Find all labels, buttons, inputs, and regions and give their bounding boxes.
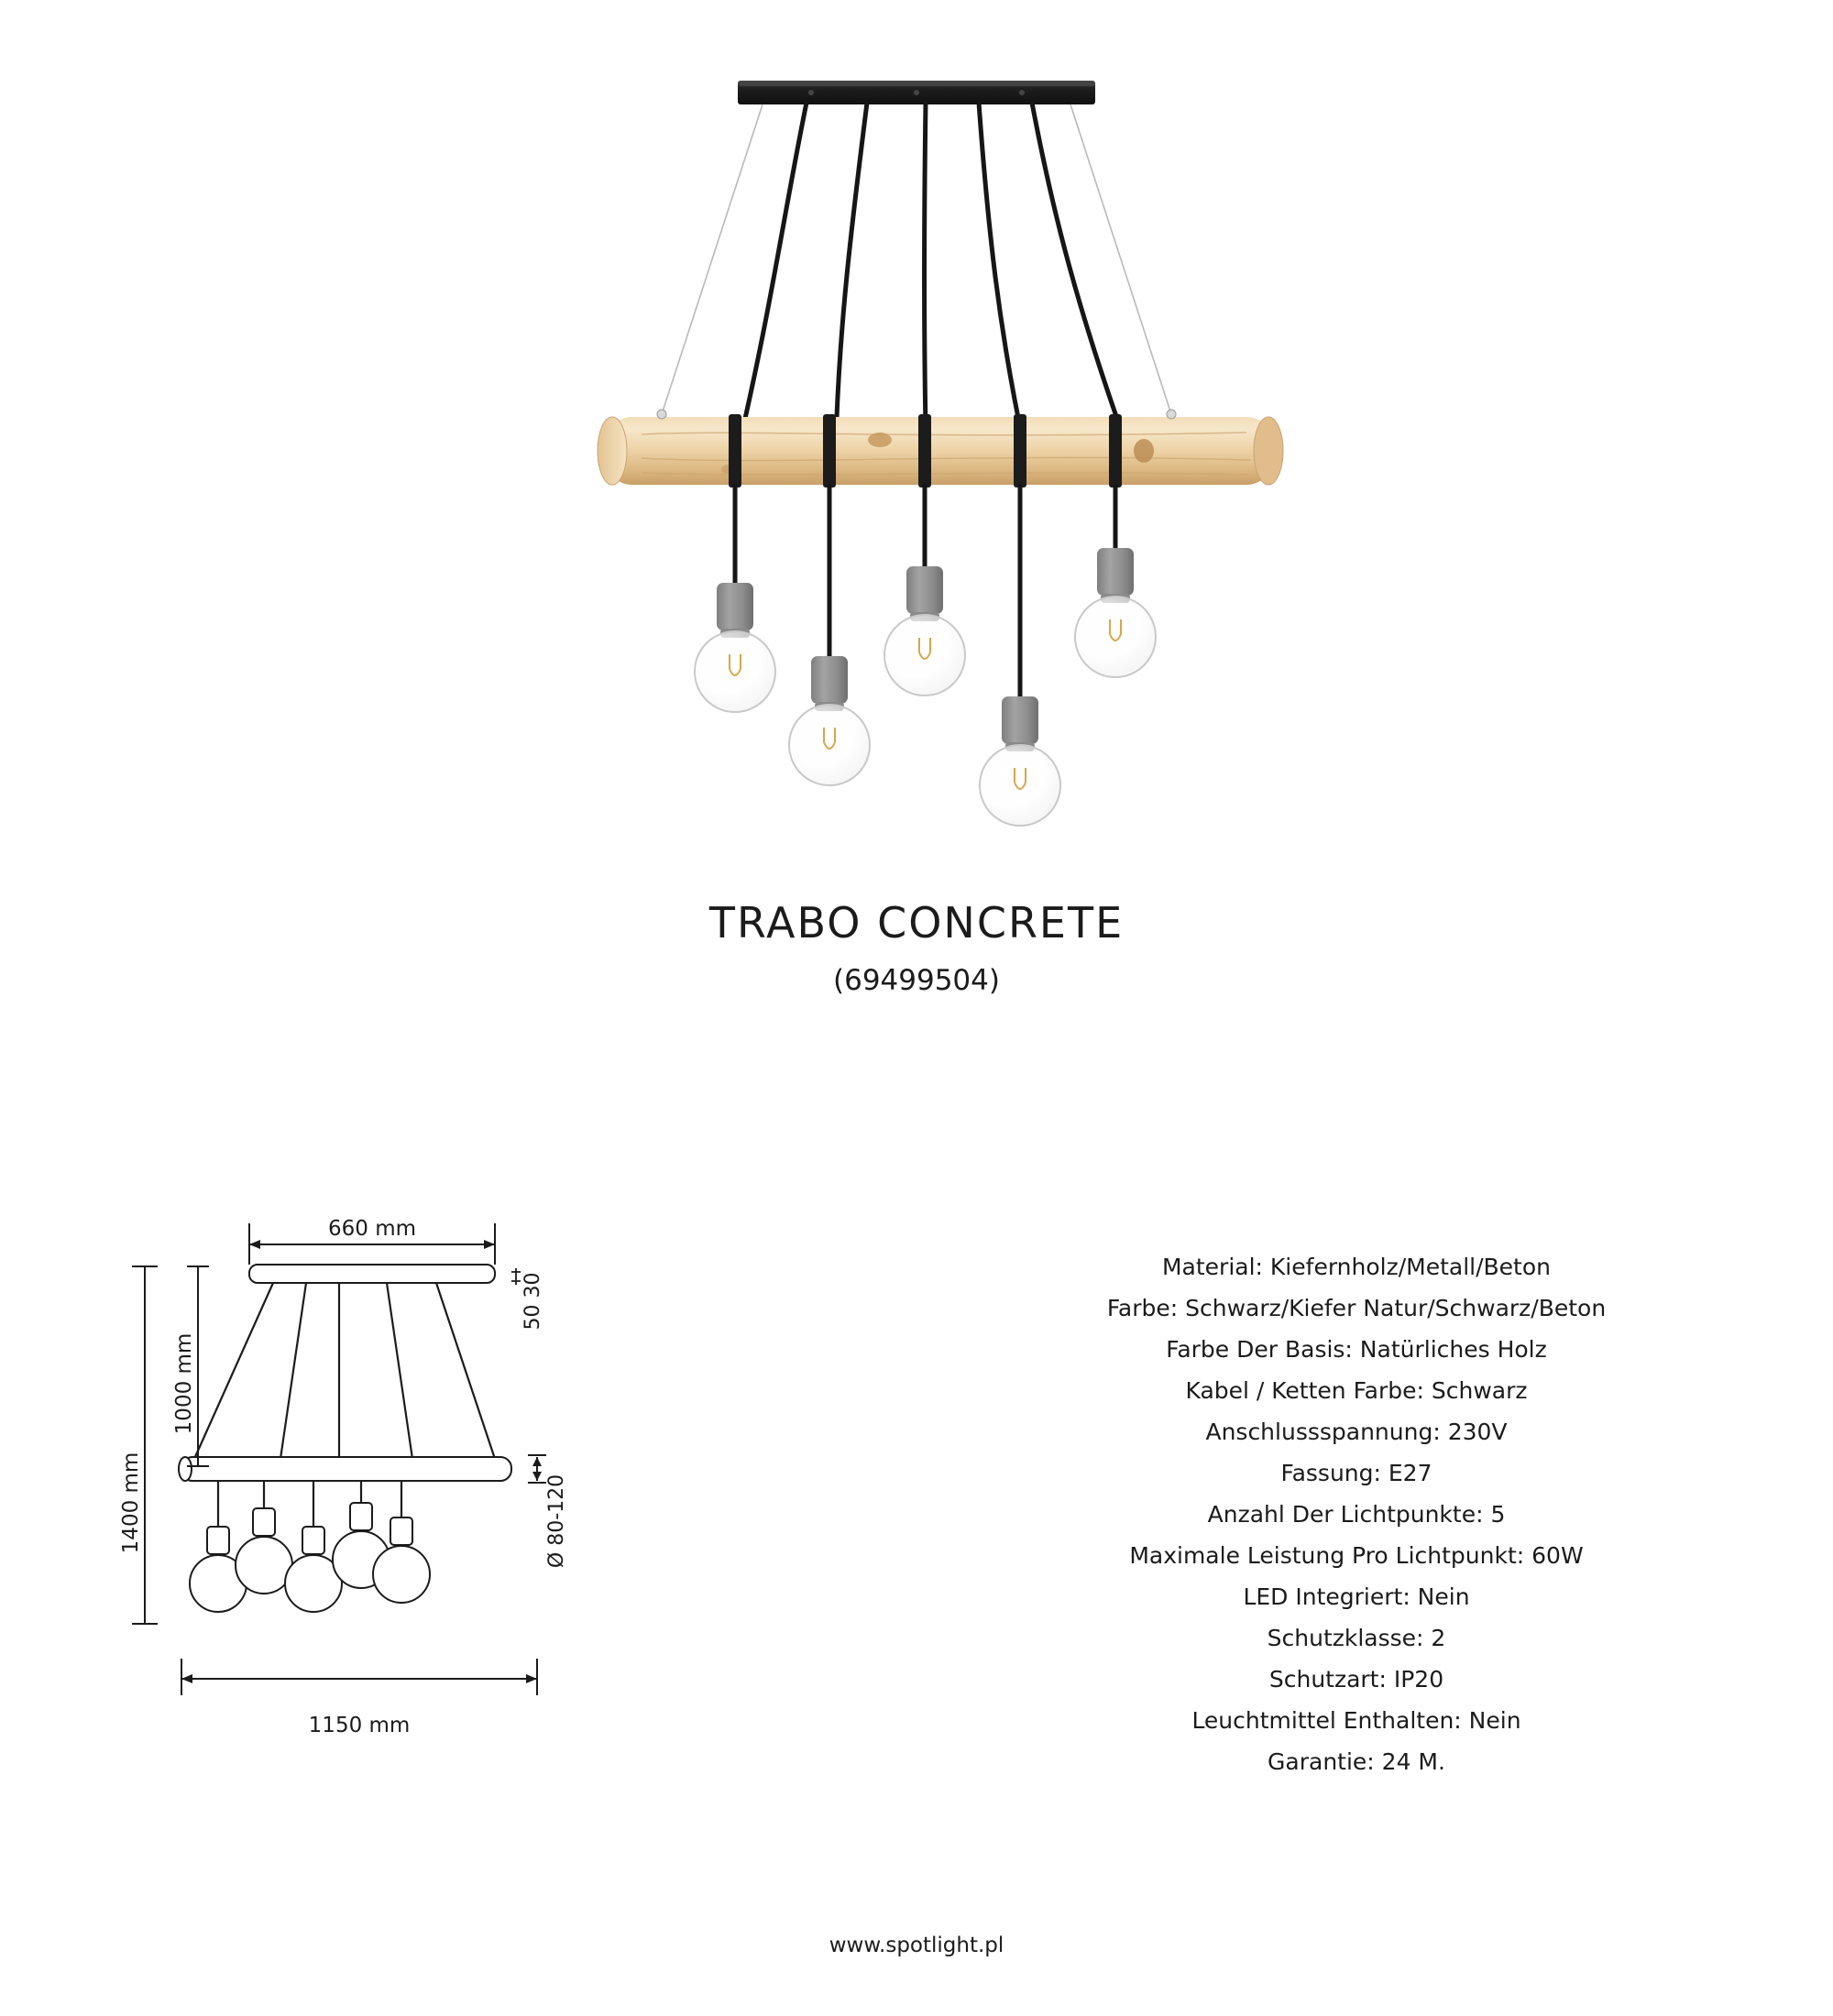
spec-item: Schutzart: IP20 xyxy=(1268,1666,1444,1693)
label-total-height: 1400 mm xyxy=(119,1452,143,1554)
beam-drawing xyxy=(179,1457,511,1481)
spec-item: Material: Kiefernholz/Metall/Beton xyxy=(1161,1254,1551,1280)
spec-item: Anzahl Der Lichtpunkte: 5 xyxy=(1207,1501,1506,1528)
dim-beam-diameter xyxy=(528,1455,546,1483)
spec-item: Fassung: E27 xyxy=(1280,1460,1432,1486)
spec-item: Maximale Leistung Pro Lichtpunkt: 60W xyxy=(1129,1542,1584,1569)
wooden-beam xyxy=(598,410,1283,488)
label-bottom-width: 1150 mm xyxy=(308,1714,411,1737)
drop-cable-lines xyxy=(218,1481,401,1528)
spec-item: Garantie: 24 M. xyxy=(1268,1748,1445,1775)
spec-item: Anschlussspannung: 230V xyxy=(1205,1419,1508,1445)
spec-item: Leuchtmittel Enthalten: Nein xyxy=(1191,1707,1521,1734)
cable-lines xyxy=(194,1283,495,1459)
website-url[interactable]: www.spotlight.pl xyxy=(829,1934,1004,1957)
canopy-drawing xyxy=(249,1265,495,1283)
dim-canopy xyxy=(511,1268,521,1285)
lamp-drawings xyxy=(190,1503,430,1612)
lamp-3 xyxy=(884,566,965,696)
label-canopy: 50 30 xyxy=(521,1272,544,1331)
technical-drawing xyxy=(110,1164,862,1842)
lamp-1 xyxy=(695,583,775,712)
label-cable-length: 1000 mm xyxy=(172,1332,196,1435)
spec-item: Farbe Der Basis: Natürliches Holz xyxy=(1166,1336,1547,1363)
title-block xyxy=(0,898,1833,997)
product-code: (69499504) xyxy=(833,964,1000,997)
label-beam-diameter: Ø 80-120 xyxy=(545,1474,568,1569)
lamp-5 xyxy=(1075,548,1156,677)
dimension-diagram xyxy=(110,1164,862,1842)
product-photo-illustration xyxy=(0,0,1833,871)
product-photo xyxy=(0,0,1833,871)
dim-total-height xyxy=(132,1266,158,1624)
page-title: TRABO CONCRETE xyxy=(708,898,1125,948)
spec-item: Kabel / Ketten Farbe: Schwarz xyxy=(1185,1377,1528,1404)
suspension-wires xyxy=(662,104,1171,414)
footer xyxy=(0,1934,1833,1957)
lamp-4 xyxy=(980,696,1060,826)
lamp-2 xyxy=(789,656,870,785)
spec-item: LED Integriert: Nein xyxy=(1243,1583,1470,1610)
ceiling-canopy xyxy=(738,81,1095,104)
spec-item: Farbe: Schwarz/Kiefer Natur/Schwarz/Beton xyxy=(1106,1295,1607,1321)
label-top-width: 660 mm xyxy=(327,1217,417,1241)
spec-item: Schutzklasse: 2 xyxy=(1267,1625,1446,1651)
dim-bottom-width xyxy=(181,1659,537,1695)
specification-list xyxy=(971,1246,1741,1782)
power-cables-upper xyxy=(742,103,1120,449)
